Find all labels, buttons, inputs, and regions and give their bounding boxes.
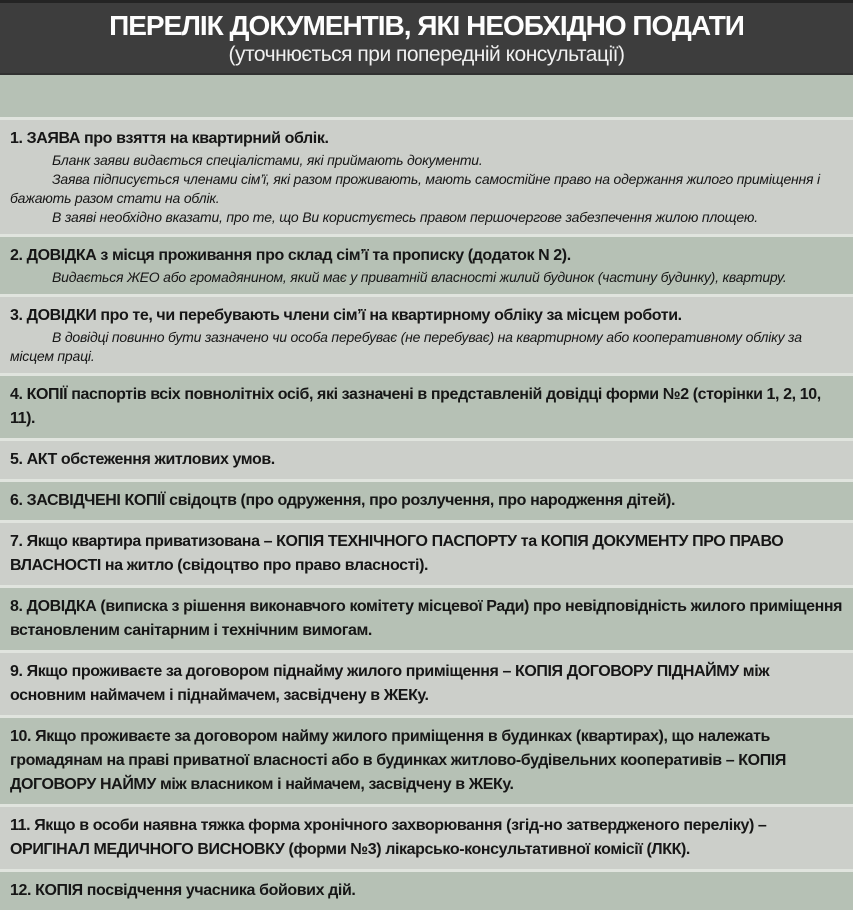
item-heading: 11. Якщо в особи наявна тяжка форма хронічного захворювання (згід-но затвердженого переліку) – ОРИГІНАЛ МЕДИЧНОГО ВИСНОВКУ (форми №3) лікарсько-консультативної комісії (ЛКК).	[10, 817, 767, 858]
item-heading: 10. Якщо проживаєте за договором найму жилого приміщення в будинках (квартирах), що належать громадянам на праві приватної власності або в будинках житлово-будівельних кооперативів – КОПІЯ ДОГОВОРУ НАЙМУ між власником і наймачем, засвідчену в ЖЕКу.	[10, 728, 786, 793]
document-header	[0, 0, 853, 75]
item-heading: 3. ДОВІДКИ про те, чи перебувають члени сім’ї на квартирному обліку за місцем роботи.	[10, 307, 682, 324]
item-note: В заяві необхідно вказати, про те, що Ви користуєтесь правом першочергове забезпечення жилою площею.	[52, 209, 758, 225]
item-note: Заява підписується членами сім’ї, які разом проживають, мають самостійне право на одержання жилого приміщення і бажають разом стати на облік.	[10, 171, 820, 206]
item-note: Бланк заяви видається спеціалістами, які приймають документи.	[52, 152, 483, 168]
list-item	[0, 120, 853, 234]
document-items	[0, 120, 853, 910]
list-item	[0, 441, 853, 479]
item-heading: 12. КОПІЯ посвідчення учасника бойових дій.	[10, 882, 356, 899]
list-item	[0, 297, 853, 373]
spacer-band	[0, 75, 853, 117]
list-item	[0, 588, 853, 650]
list-item	[0, 718, 853, 804]
item-heading: 2. ДОВІДКА з місця проживання про склад сім’ї та прописку (додаток N 2).	[10, 247, 571, 264]
item-heading: 1. ЗАЯВА про взяття на квартирний облік.	[10, 130, 329, 147]
page-subtitle: (уточнюється при попередній консультації)	[228, 43, 625, 66]
list-item	[0, 807, 853, 869]
list-item	[0, 237, 853, 294]
list-item	[0, 482, 853, 520]
list-item	[0, 376, 853, 438]
item-heading: 4. КОПІЇ паспортів всіх повнолітніх осіб, які зазначені в представленій довідці форми №2 (сторінки 1, 2, 10, 11).	[10, 386, 821, 427]
list-item	[0, 653, 853, 715]
page-title: ПЕРЕЛІК ДОКУМЕНТІВ, ЯКІ НЕОБХІДНО ПОДАТИ	[109, 10, 744, 41]
item-heading: 8. ДОВІДКА (виписка з рішення виконавчого комітету місцевої Ради) про невідповідність жилого приміщення встановленим санітарним і технічним вимогам.	[10, 598, 843, 639]
item-heading: 7. Якщо квартира приватизована – КОПІЯ ТЕХНІЧНОГО ПАСПОРТУ та КОПІЯ ДОКУМЕНТУ ПРО ПРАВО ВЛАСНОСТІ на житло (свідоцтво про право власності).	[10, 533, 784, 574]
item-heading: 5. АКТ обстеження житлових умов.	[10, 451, 275, 468]
item-heading: 9. Якщо проживаєте за договором піднайму жилого приміщення – КОПІЯ ДОГОВОРУ ПІДНАЙМУ між основним наймачем і піднаймачем, засвідчену в ЖЕКу.	[10, 663, 770, 704]
list-item	[0, 872, 853, 910]
item-note: Видається ЖЕО або громадянином, який має у приватній власності жилий будинок (частину будинку), квартиру.	[52, 269, 787, 285]
item-note: В довідці повинно бути зазначено чи особа перебуває (не перебуває) на квартирному або кооперативному обліку за місцем праці.	[10, 329, 802, 364]
item-heading: 6. ЗАСВІДЧЕНІ КОПІЇ свідоцтв (про одруження, про розлучення, про народження дітей).	[10, 492, 676, 509]
list-item	[0, 523, 853, 585]
